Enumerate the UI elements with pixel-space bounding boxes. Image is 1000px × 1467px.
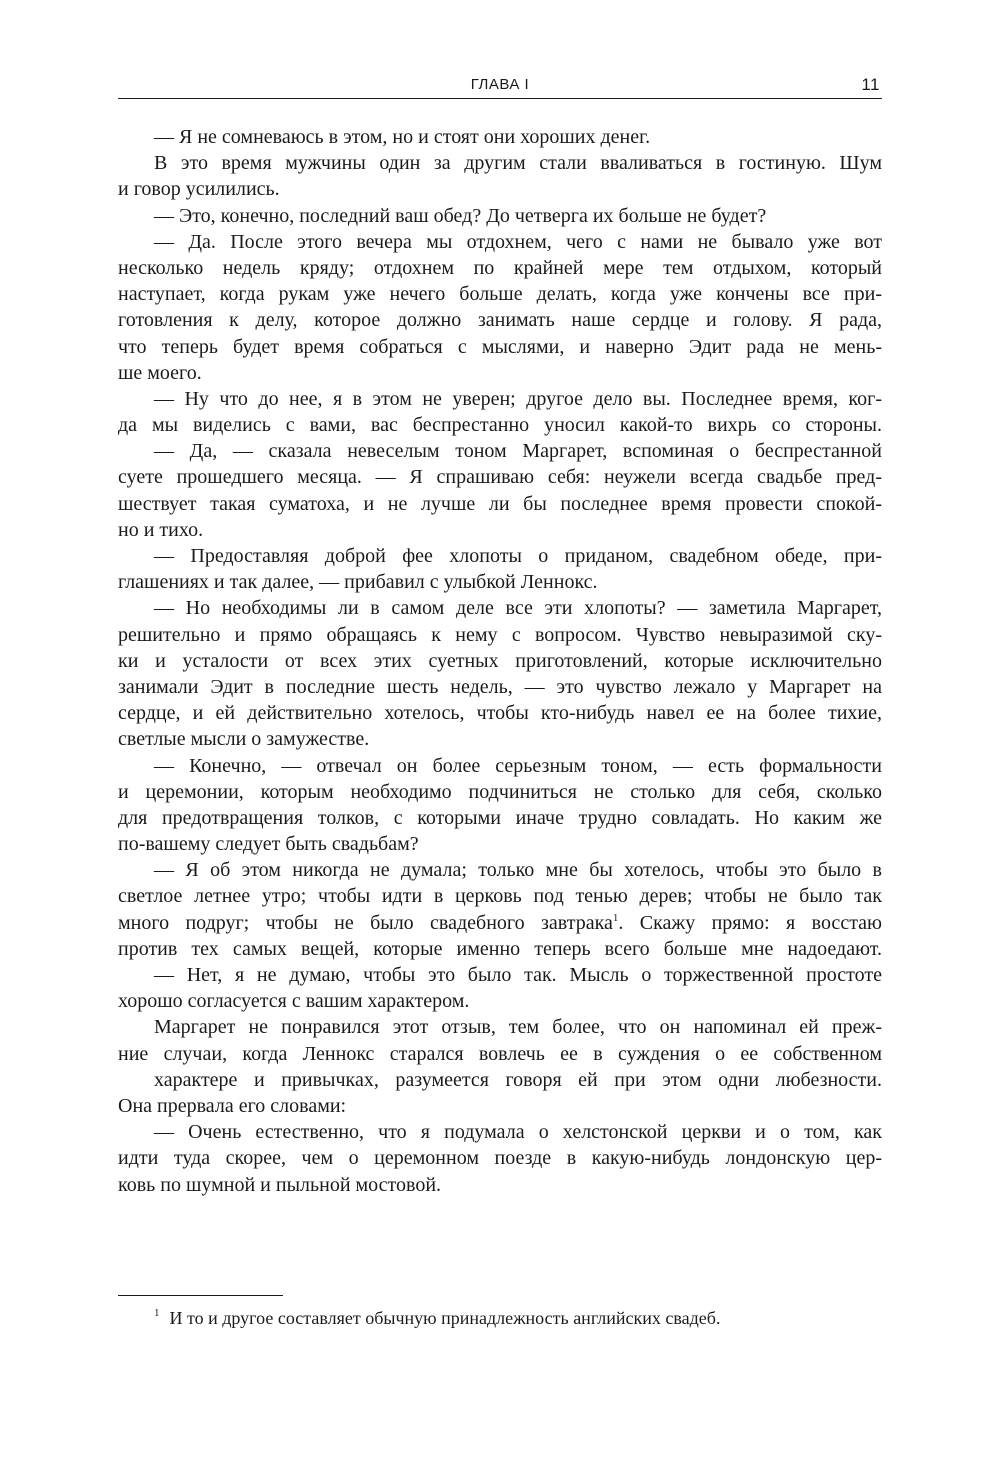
text-line: хорошо согласуется с вашим характером. (118, 990, 470, 1013)
text-line: занимали Эдит в последние шесть недель, — это чувство лежало у Маргарет на (118, 675, 882, 698)
text-line: — Да, — сказала невеселым тоном Маргарет, вспоминая о беспрестанной (154, 440, 882, 463)
text-line: и церемонии, которым необходимо подчиниться не столько для себя, сколько (118, 780, 882, 803)
footnote-reference: 1 (612, 911, 619, 924)
text-line: — Ну что до нее, я в этом не уверен; другое дело вы. Последнее время, ког- (154, 387, 882, 410)
text-line: — Очень естественно, что я подумала о хелстонской церкви и о том, как (154, 1121, 882, 1144)
text-line: да мы виделись с вами, вас беспрестанно уносил какой-то вихрь со стороны. (118, 414, 882, 437)
text-line: — Но необходимы ли в самом деле все эти хлопоты? — заметила Маргарет, (154, 597, 882, 620)
footnote-marker: 1 (154, 1307, 160, 1319)
text-line: светлое летнее утро; чтобы идти в церковь под тенью дерев; чтобы не было так (118, 885, 882, 908)
text-line: несколько недель кряду; отдохнем по крайней мере тем отдыхом, который (118, 256, 882, 279)
text-line: идти туда скорее, чем о церемонном поезде в какую-нибудь лондонскую цер- (118, 1147, 882, 1170)
text-line: — Я не сомневаюсь в этом, но и стоят они хороших денег. (154, 126, 651, 148)
text-line: ковь по шумной и пыльной мостовой. (118, 1173, 442, 1196)
footnote-text: И то и другое составляет обычную принадлежность английских свадеб. (169, 1308, 721, 1328)
footnote-divider (118, 1295, 283, 1296)
text-line: суете прошедшего месяца. — Я спрашиваю себя: неужели всегда свадьбе пред- (118, 466, 882, 489)
text-line: ше моего. (118, 361, 202, 384)
text-line: решительно и прямо обращаясь к нему с вопросом. Чувство невыразимой ску- (118, 623, 882, 646)
text-line: — Конечно, — отвечал он более серьезным тоном, — есть формальности (154, 754, 882, 777)
running-header (118, 74, 882, 99)
text-line: наступает, когда рукам уже нечего больше делать, когда уже кончены все при- (118, 283, 882, 306)
text-line: ние случаи, когда Леннокс старался вовлечь ее в суждения о ее собственном (118, 1042, 882, 1065)
text-line: светлые мысли о замужестве. (118, 728, 370, 751)
text-line: — Я об этом никогда не думала; только мне бы хотелось, чтобы это было в (154, 859, 882, 882)
text-line: В это время мужчины один за другим стали вваливаться в гостиную. Шум (154, 152, 882, 175)
text-line-with-footnote (118, 910, 882, 936)
text-line: характере и привычках, разумеется говоря ей при этом одни любезности. (154, 1068, 882, 1091)
text-line: — Нет, я не думаю, чтобы это было так. Мысль о торжественной простоте (154, 964, 882, 986)
text-line: глашениях и так далее, — прибавил с улыбкой Леннокс. (118, 571, 598, 594)
text-line: против тех самых вещей, которые именно теперь всего больше мне надоедают. (118, 937, 882, 960)
text-line: для предотвращения толков, с которыми иначе трудно совладать. Но каким же (118, 806, 882, 829)
text-line: и говор усилились. (118, 178, 280, 201)
text-line: — Да. После этого вечера мы отдохнем, чего с нами не бывало уже вот (154, 230, 882, 253)
text-line: готовления к делу, которое должно занимать наше сердце и голову. Я рада, (118, 309, 882, 332)
text-line: — Предоставляя доброй фее хлопоты о приданом, свадебном обеде, при- (154, 545, 882, 567)
text-fragment: много подруг; чтобы не было свадебного завтрака (118, 911, 613, 934)
text-line: что теперь будет время собраться с мыслями, и наверно Эдит рада не мень- (118, 335, 882, 358)
text-line: шествует такая суматоха, и не лучше ли бы последнее время провести спокой- (118, 492, 882, 515)
body-text (118, 124, 882, 1198)
chapter-title: ГЛАВА I (470, 76, 530, 93)
text-line: Маргарет не понравился этот отзыв, тем более, что он напоминал ей преж- (154, 1016, 882, 1039)
text-line: но и тихо. (118, 518, 204, 541)
page-number: 11 (861, 75, 880, 94)
text-line: сердце, и ей действительно хотелось, чтобы кто-нибудь навел ее на более тихие, (118, 702, 882, 725)
text-line: — Это, конечно, последний ваш обед? До четверга их больше не будет? (154, 204, 767, 227)
text-line: Она прервала его словами: (118, 1094, 347, 1117)
text-line: ки и усталости от всех этих суетных приготовлений, которые исключительно (118, 649, 882, 672)
text-line: по-вашему следует быть свадьбам? (118, 833, 419, 856)
footnote (154, 1306, 882, 1330)
text-fragment: . Скажу прямо: я восстаю (618, 911, 882, 934)
